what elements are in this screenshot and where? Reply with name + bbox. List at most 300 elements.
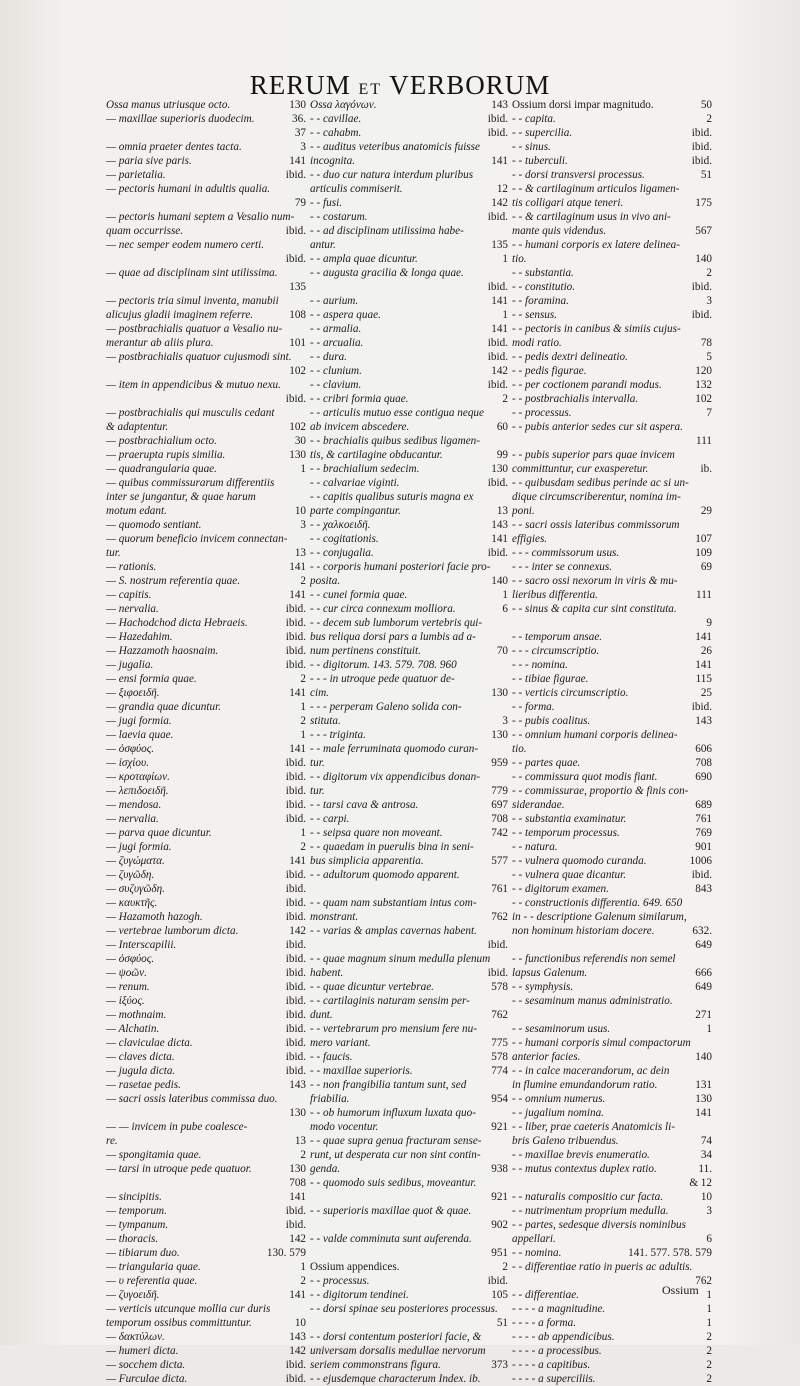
entry-text: - - auditus veteribus anatomicis fuisse — [310, 141, 480, 153]
entry-text: - - constructionis differentia. 649. 650 — [512, 897, 683, 909]
entry-page-ref: 140 — [695, 253, 712, 265]
entry-page-ref: ibid. — [285, 659, 306, 671]
index-entry — [310, 616, 508, 630]
entry-page-ref: ibid. — [487, 939, 508, 951]
entry-text: - - forma. — [512, 701, 555, 713]
index-entry — [106, 434, 306, 448]
index-entry — [310, 294, 508, 308]
index-entry — [512, 1190, 712, 1204]
entry-text: — humeri dicta. — [106, 1345, 179, 1357]
index-entry — [310, 210, 508, 224]
index-entry — [310, 658, 508, 672]
entry-text: monstrant. — [310, 911, 359, 923]
entry-page-ref: 13 — [294, 547, 306, 559]
index-entry — [310, 854, 508, 868]
index-entry — [106, 966, 306, 980]
entry-page-ref: 2 — [706, 1331, 712, 1343]
entry-page-ref: 567 — [695, 225, 712, 237]
entry-text: - - - - a forma. — [512, 1317, 577, 1329]
entry-page-ref: 1 — [300, 463, 306, 475]
index-entry — [106, 1078, 306, 1092]
entry-page-ref: 130 — [491, 687, 508, 699]
entry-text: - - ejusdemque characterum Index. ib. — [310, 1373, 481, 1385]
index-entry — [106, 98, 306, 112]
entry-page-ref: 102 — [695, 393, 712, 405]
entry-text: - - corporis humani posteriori facie pro- — [310, 561, 491, 573]
index-entry — [106, 210, 306, 224]
entry-page-ref: 60 — [496, 421, 508, 433]
entry-page-ref: 141 — [289, 743, 306, 755]
entry-page-ref: 373 — [491, 1359, 508, 1371]
entry-text: - - digitorum vix appendicibus donan- — [310, 771, 480, 783]
header-word-verborum: VERBORUM — [389, 70, 551, 100]
index-entry — [310, 462, 508, 476]
index-entry — [106, 112, 306, 126]
entry-text: modo vocentur. — [310, 1121, 379, 1133]
index-entry — [310, 1218, 508, 1232]
entry-text: - - - triginta. — [310, 729, 366, 741]
index-entry — [310, 1134, 508, 1148]
entry-page-ref: 141 — [491, 295, 508, 307]
index-entry — [310, 266, 508, 280]
index-entry — [512, 882, 712, 896]
entry-text: lapsus Galenum. — [512, 967, 588, 979]
index-entry — [106, 742, 306, 756]
entry-text: - - - - a superciliis. — [512, 1373, 596, 1385]
entry-page-ref: 901 — [695, 841, 712, 853]
entry-text: — κροταφίων. — [106, 771, 170, 783]
index-entry — [106, 1050, 306, 1064]
entry-text: - - temporum processus. — [512, 827, 620, 839]
entry-text: — λεπιδοειδῆ. — [106, 785, 169, 797]
entry-page-ref: 938 — [491, 1163, 508, 1175]
entry-text: — renum. — [106, 981, 150, 993]
entry-text: — verticis utcunque mollia cur duris — [106, 1303, 271, 1315]
entry-text: — δακτύλων. — [106, 1331, 165, 1343]
index-entry — [106, 1260, 306, 1274]
entry-page-ref: 101 — [289, 337, 306, 349]
entry-text: — claviculae dicta. — [106, 1037, 193, 1049]
entry-page-ref: ibid. — [285, 757, 306, 769]
entry-text: - - quae dicuntur vertebrae. — [310, 981, 434, 993]
entry-text: - - tibiae figurae. — [512, 673, 589, 685]
entry-text: - - arcualia. — [310, 337, 364, 349]
index-entry — [106, 1176, 306, 1190]
entry-page-ref: 26 — [700, 645, 712, 657]
entry-page-ref: 50 — [700, 99, 712, 111]
entry-page-ref: ibid. — [285, 813, 306, 825]
entry-page-ref: 951 — [491, 1247, 508, 1259]
index-entry — [310, 140, 508, 154]
index-entry — [106, 350, 306, 364]
index-entry — [512, 1358, 712, 1372]
index-entry — [310, 1288, 508, 1302]
index-entry — [512, 364, 712, 378]
index-entry — [512, 1246, 712, 1260]
entry-page-ref: 762 — [491, 911, 508, 923]
entry-text: - - quam nam substantiam intus com- — [310, 897, 477, 909]
entry-page-ref: 3 — [706, 295, 712, 307]
index-entry — [310, 112, 508, 126]
entry-page-ref: 762 — [695, 1275, 712, 1287]
entry-text: appellari. — [512, 1233, 556, 1245]
index-entry — [512, 350, 712, 364]
index-entry — [512, 1050, 712, 1064]
entry-page-ref: 774 — [491, 1065, 508, 1077]
entry-text: - - verticis circumscriptio. — [512, 687, 629, 699]
entry-page-ref: 30 — [294, 435, 306, 447]
entry-text: — grandia quae dicuntur. — [106, 701, 221, 713]
entry-page-ref: & 12 — [689, 1177, 712, 1189]
entry-page-ref: ibid. — [691, 869, 712, 881]
entry-text: - - non frangibilia tantum sunt, sed — [310, 1079, 467, 1091]
index-entry — [310, 1316, 508, 1330]
entry-text: — postbrachialium octo. — [106, 435, 217, 447]
entry-page-ref: 142 — [289, 925, 306, 937]
entry-text: - - substantia examinatur. — [512, 813, 627, 825]
entry-text: temporum ossibus committuntur. — [106, 1317, 252, 1329]
entry-text: - - partes, sedesque diversis nominibus — [512, 1219, 687, 1231]
entry-page-ref: 141 — [491, 155, 508, 167]
entry-text: — omnia praeter dentes tacta. — [106, 141, 242, 153]
entry-page-ref: 2 — [502, 1261, 508, 1273]
index-column-right — [512, 98, 712, 1386]
entry-page-ref: 37 — [294, 127, 306, 139]
index-entry — [106, 812, 306, 826]
entry-page-ref: 959 — [491, 757, 508, 769]
index-entry — [512, 1022, 712, 1036]
entry-text: — sincipitis. — [106, 1191, 162, 1203]
index-entry — [310, 1330, 508, 1344]
entry-text: - - nomina. — [512, 1247, 562, 1259]
entry-text: - - clunium. — [310, 365, 362, 377]
entry-text: - - differentiae. — [512, 1289, 579, 1301]
entry-text: — Hazedahim. — [106, 631, 173, 643]
index-entry — [106, 910, 306, 924]
entry-page-ref: 74 — [700, 1135, 712, 1147]
index-entry — [310, 868, 508, 882]
index-entry — [310, 1204, 508, 1218]
entry-page-ref: 1 — [706, 1023, 712, 1035]
entry-page-ref: 79 — [294, 197, 306, 209]
entry-page-ref: 3 — [706, 1205, 712, 1217]
entry-text: — Interscapilii. — [106, 939, 177, 951]
entry-page-ref: ibid. — [285, 939, 306, 951]
entry-text: - - sensus. — [512, 309, 558, 321]
index-entry — [310, 798, 508, 812]
index-entry — [106, 1288, 306, 1302]
entry-text: — καυκτῆς. — [106, 897, 158, 909]
entry-page-ref: 1 — [502, 253, 508, 265]
index-entry — [512, 210, 712, 224]
entry-text: Ossium appendices. — [310, 1261, 400, 1273]
entry-text: anterior facies. — [512, 1051, 581, 1063]
index-entry — [310, 588, 508, 602]
entry-text: — rasetae pedis. — [106, 1079, 181, 1091]
entry-page-ref: 902 — [491, 1219, 508, 1231]
entry-page-ref: 2 — [300, 715, 306, 727]
index-entry — [106, 1106, 306, 1120]
entry-text: — postbrachialis quatuor cujusmodi sint. — [106, 351, 292, 363]
entry-page-ref: 143 — [289, 1331, 306, 1343]
entry-page-ref: ibid. — [487, 379, 508, 391]
entry-page-ref: ibid. — [285, 645, 306, 657]
index-entry — [106, 1204, 306, 1218]
index-column-middle — [310, 98, 508, 1386]
entry-page-ref: ibid. — [285, 953, 306, 965]
entry-text: - - seipsa quare non moveant. — [310, 827, 443, 839]
index-entry — [310, 224, 508, 238]
index-entry — [106, 364, 306, 378]
index-entry — [512, 1204, 712, 1218]
entry-text: - - pubis coalitus. — [512, 715, 591, 727]
entry-text: — triangularia quae. — [106, 1261, 201, 1273]
entry-page-ref: 271 — [695, 1009, 712, 1021]
index-entry — [310, 1232, 508, 1246]
entry-page-ref: 130 — [289, 1107, 306, 1119]
entry-page-ref: 1006 — [689, 855, 712, 867]
entry-page-ref: ibid. — [487, 351, 508, 363]
entry-text: seriem commonstrans figura. — [310, 1359, 441, 1371]
index-entry — [310, 1344, 508, 1358]
entry-page-ref: 130 — [491, 463, 508, 475]
entry-text: - - sinus & capita cur sint constituta. — [512, 603, 677, 615]
index-entry — [106, 798, 306, 812]
entry-text: - - cur circa connexum molliora. — [310, 603, 456, 615]
entry-text: motum edant. — [106, 505, 167, 517]
index-entry — [310, 504, 508, 518]
entry-page-ref: 13 — [496, 505, 508, 517]
entry-page-ref: 742 — [491, 827, 508, 839]
running-header — [0, 70, 800, 101]
index-entry — [512, 1036, 712, 1050]
entry-page-ref: ibid. — [487, 1275, 508, 1287]
entry-text: - - partes quae. — [512, 757, 581, 769]
entry-text: - - sesaminum manus administratio. — [512, 995, 673, 1007]
index-entry — [310, 980, 508, 994]
entry-page-ref: 141 — [491, 323, 508, 335]
index-entry — [512, 406, 712, 420]
index-entry — [310, 1190, 508, 1204]
entry-text: — paria sive paris. — [106, 155, 192, 167]
entry-text: antur. — [310, 239, 336, 251]
entry-page-ref: 632. — [692, 925, 712, 937]
entry-page-ref: ibid. — [487, 113, 508, 125]
entry-text: tio. — [512, 253, 527, 265]
entry-text: — pectoris tria simul inventa, manubii — [106, 295, 279, 307]
entry-text: - - digitorum examen. — [512, 883, 609, 895]
entry-text: — nervalia. — [106, 813, 159, 825]
index-entry — [512, 714, 712, 728]
entry-text: - - cartilaginis naturam sensim per- — [310, 995, 470, 1007]
index-entry — [310, 1022, 508, 1036]
index-entry — [310, 1148, 508, 1162]
index-entry — [106, 784, 306, 798]
index-entry — [512, 308, 712, 322]
entry-page-ref: 761 — [695, 813, 712, 825]
index-entry — [310, 700, 508, 714]
index-entry — [512, 490, 712, 504]
index-entry — [512, 336, 712, 350]
entry-text: - - postbrachialis intervalla. — [512, 393, 639, 405]
entry-page-ref: ibid. — [285, 1359, 306, 1371]
entry-text: tio. — [512, 743, 527, 755]
index-entry — [106, 392, 306, 406]
entry-text: - - pubis anterior sedes cur sit aspera. — [512, 421, 683, 433]
entry-page-ref: 689 — [695, 799, 712, 811]
index-entry — [106, 1148, 306, 1162]
entry-text: — ζυγῶδη. — [106, 869, 155, 881]
entry-text: — sacri ossis lateribus commissa duo. — [106, 1093, 278, 1105]
entry-text: - - tuberculi. — [512, 155, 568, 167]
index-entry — [512, 1344, 712, 1358]
entry-text: - - fusi. — [310, 197, 343, 209]
entry-page-ref: 130 — [491, 729, 508, 741]
entry-text: runt, ut desperata cur non sint contin- — [310, 1149, 481, 1161]
entry-text: - - digitorum. 143. 579. 708. 960 — [310, 659, 457, 671]
index-entry — [106, 322, 306, 336]
index-entry — [310, 434, 508, 448]
entry-page-ref: 142 — [289, 1233, 306, 1245]
entry-text: - - pedis dextri delineatio. — [512, 351, 628, 363]
entry-text: — temporum. — [106, 1205, 167, 1217]
entry-text: - - ampla quae dicuntur. — [310, 253, 418, 265]
entry-text: - - tarsi cava & antrosa. — [310, 799, 419, 811]
entry-page-ref: ibid. — [487, 477, 508, 489]
entry-page-ref: 2 — [300, 1149, 306, 1161]
entry-text: - - faucis. — [310, 1051, 353, 1063]
index-entry — [106, 1134, 306, 1148]
entry-page-ref: ib. — [700, 463, 712, 475]
entry-page-ref: 1 — [706, 1303, 712, 1315]
index-entry — [512, 1092, 712, 1106]
index-entry — [512, 1232, 712, 1246]
entry-page-ref: 141 — [289, 1191, 306, 1203]
entry-text: ab invicem abscedere. — [310, 421, 410, 433]
entry-text: - - liber, prae caeteris Anatomicis li- — [512, 1121, 675, 1133]
entry-page-ref: ibid. — [285, 883, 306, 895]
index-entry — [310, 476, 508, 490]
entry-text: — parietalia. — [106, 169, 166, 181]
entry-text: poni. — [512, 505, 535, 517]
index-entry — [310, 966, 508, 980]
index-entry — [106, 1218, 306, 1232]
entry-text: - - humani corporis simul compactorum — [512, 1037, 691, 1049]
entry-page-ref: 29 — [700, 505, 712, 517]
entry-text: - - - - a processibus. — [512, 1345, 602, 1357]
index-entry — [106, 476, 306, 490]
entry-text: bus simplicia apparentia. — [310, 855, 424, 867]
index-entry — [310, 952, 508, 966]
entry-page-ref: 141 — [289, 1289, 306, 1301]
entry-text: — Alchatin. — [106, 1023, 160, 1035]
entry-page-ref: 99 — [496, 449, 508, 461]
index-entry — [310, 1120, 508, 1134]
index-entry — [106, 1092, 306, 1106]
index-entry — [106, 1232, 306, 1246]
index-entry — [512, 112, 712, 126]
index-entry — [106, 490, 306, 504]
index-entry — [512, 896, 712, 910]
entry-page-ref: 141 — [491, 533, 508, 545]
entry-text: - - capitis qualibus suturis magna ex — [310, 491, 474, 503]
entry-page-ref: ibid. — [691, 701, 712, 713]
index-entry — [512, 1078, 712, 1092]
index-entry — [106, 182, 306, 196]
index-entry — [512, 644, 712, 658]
index-entry — [512, 770, 712, 784]
entry-text: alicujus gladii imaginem referre. — [106, 309, 254, 321]
index-entry — [106, 1008, 306, 1022]
index-entry — [512, 854, 712, 868]
entry-text: — rationis. — [106, 561, 157, 573]
entry-page-ref: 130. 579 — [266, 1247, 306, 1259]
entry-page-ref: 2 — [300, 575, 306, 587]
entry-page-ref: ibid. — [285, 897, 306, 909]
entry-text: - - sacro ossi nexorum in viris & mu- — [512, 575, 678, 587]
entry-page-ref: ibid. — [487, 337, 508, 349]
index-entry — [310, 518, 508, 532]
entry-page-ref: 13 — [294, 1135, 306, 1147]
entry-text: — Hachodchod dicta Hebraeis. — [106, 617, 248, 629]
entry-text: - - costarum. — [310, 211, 368, 223]
entry-page-ref: 775 — [491, 1037, 508, 1049]
index-entry — [310, 728, 508, 742]
entry-page-ref: 120 — [695, 365, 712, 377]
entry-text: - - vulnera quae dicantur. — [512, 869, 627, 881]
entry-page-ref: ibid. — [285, 869, 306, 881]
entry-text: in flumine emundandorum ratio. — [512, 1079, 658, 1091]
entry-text: — tibiarum duo. — [106, 1247, 180, 1259]
entry-page-ref: 142 — [491, 365, 508, 377]
entry-text: - - mutus contextus duplex ratio. — [512, 1163, 657, 1175]
header-word-rerum: RERUM — [249, 70, 351, 100]
index-entry — [106, 896, 306, 910]
entry-page-ref: ibid. — [285, 603, 306, 615]
index-entry — [106, 882, 306, 896]
index-entry — [310, 350, 508, 364]
index-entry — [512, 658, 712, 672]
entry-page-ref: ibid. — [285, 1065, 306, 1077]
index-entry — [106, 630, 306, 644]
entry-page-ref: 111 — [696, 435, 712, 447]
index-entry — [512, 798, 712, 812]
entry-text: bris Galeno tribuendus. — [512, 1135, 619, 1147]
index-entry — [310, 1372, 508, 1386]
entry-text: - - cogitationis. — [310, 533, 379, 545]
index-entry — [106, 280, 306, 294]
entry-text: - - - circumscriptio. — [512, 645, 600, 657]
entry-page-ref: 107 — [695, 533, 712, 545]
entry-page-ref: 2 — [706, 1359, 712, 1371]
entry-text: parte compingantur. — [310, 505, 401, 517]
entry-text: — spongitamia quae. — [106, 1149, 202, 1161]
entry-page-ref: 769 — [695, 827, 712, 839]
entry-page-ref: ibid. — [285, 911, 306, 923]
entry-page-ref: ibid. — [285, 799, 306, 811]
entry-page-ref: 70 — [496, 645, 508, 657]
index-entry — [106, 1036, 306, 1050]
entry-text: inter se jungantur, & quae harum — [106, 491, 256, 503]
entry-text: — mendosa. — [106, 799, 162, 811]
entry-page-ref: 143 — [491, 519, 508, 531]
entry-page-ref: 130 — [289, 1163, 306, 1175]
entry-page-ref: ibid. — [285, 1037, 306, 1049]
entry-page-ref: 2 — [706, 1345, 712, 1357]
index-entry — [512, 560, 712, 574]
entry-page-ref: ibid. — [487, 211, 508, 223]
entry-text: - - pectoris in canibus & simiis cujus- — [512, 323, 681, 335]
